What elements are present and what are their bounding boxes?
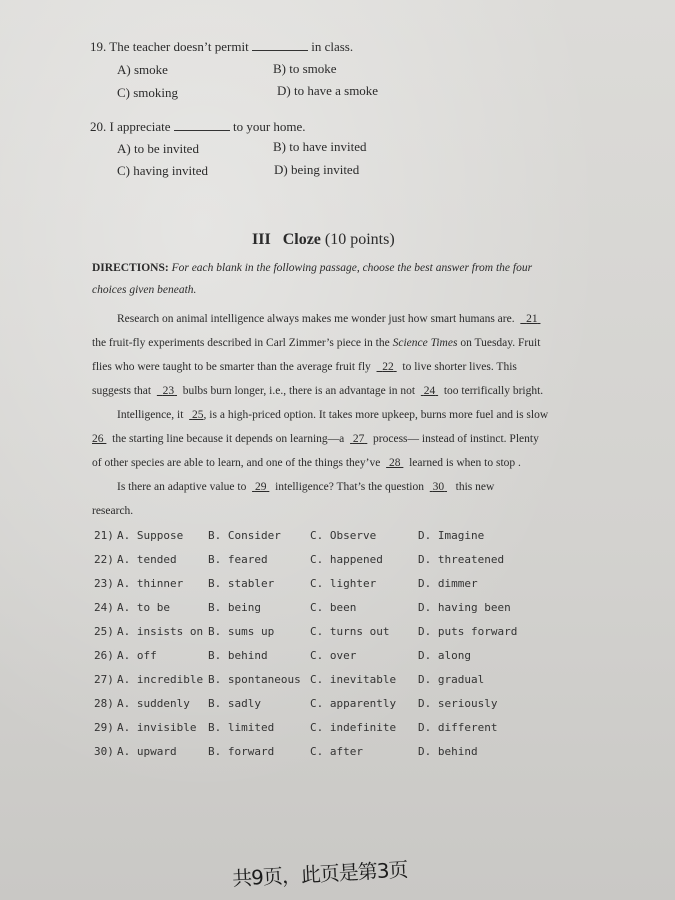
passage-text: on Tuesday. Fruit xyxy=(460,337,541,349)
option-choice: C. turns out xyxy=(310,625,390,638)
option-19d: D) to have a smoke xyxy=(277,83,379,98)
option-choice: B. feared xyxy=(208,553,268,566)
option-20c: C) having invited xyxy=(117,163,208,178)
blank-number: 28 xyxy=(388,457,401,469)
directions-cont xyxy=(92,284,196,296)
option-choice: A. suddenly xyxy=(117,697,190,710)
blank-25 xyxy=(189,409,203,421)
option-choice: D. behind xyxy=(418,745,478,758)
option-choice: C. Observe xyxy=(310,529,377,542)
option-number: 30) xyxy=(94,745,114,758)
question-19-stem: 19. The teacher doesn’t permit xyxy=(90,39,249,54)
blank-number: 25 xyxy=(192,409,204,421)
option-number: 28) xyxy=(94,697,114,710)
option-choice: A. invisible xyxy=(117,721,197,734)
option-choice: B. stabler xyxy=(208,577,275,590)
section-points: (10 points) xyxy=(324,231,395,248)
directions xyxy=(92,262,532,274)
passage-text: process— instead of instinct. Plenty xyxy=(373,433,539,445)
option-number: 22) xyxy=(94,553,114,566)
option-19c: C) smoking xyxy=(117,85,179,100)
blank-27 xyxy=(350,433,367,445)
passage-text: the fruit-fly experiments described in Carl Zimmer’s piece in the xyxy=(92,337,390,349)
passage-text: the starting line because it depends on learning—a xyxy=(112,433,345,445)
option-number: 23) xyxy=(94,577,114,590)
blank-30 xyxy=(430,481,447,493)
question-19-stem-end: in class. xyxy=(311,39,354,54)
blank-21 xyxy=(520,313,540,325)
passage-line xyxy=(92,337,540,349)
option-choice: D. along xyxy=(418,649,471,662)
option-number: 27) xyxy=(94,673,114,686)
option-choice: C. apparently xyxy=(310,697,397,710)
option-choice: C. over xyxy=(310,649,357,662)
passage-line xyxy=(92,361,517,373)
question-19 xyxy=(90,38,353,55)
section-number: III xyxy=(252,231,271,248)
answer-blank xyxy=(252,38,308,51)
passage-text: too terrifically bright. xyxy=(443,385,544,397)
blank-number: 21 xyxy=(526,313,538,325)
option-number: 25) xyxy=(94,625,114,638)
option-choice: B. forward xyxy=(208,745,275,758)
option-choice: A. insists on xyxy=(117,625,204,638)
blank-number: 24 xyxy=(423,385,436,397)
answer-blank xyxy=(174,118,230,131)
option-19b: B) to smoke xyxy=(273,61,337,76)
passage-line xyxy=(92,505,133,517)
section-title xyxy=(252,231,395,249)
option-choice: B. sadly xyxy=(208,697,261,710)
passage-text: learned is when to stop . xyxy=(409,457,521,469)
passage-text: bulbs burn longer, i.e., there is an advantage in not xyxy=(182,385,416,397)
blank-29 xyxy=(252,481,269,493)
blank-23 xyxy=(157,385,177,397)
question-20-stem: 20. I appreciate xyxy=(90,119,171,134)
blank-number: 23 xyxy=(162,385,175,397)
option-choice: C. happened xyxy=(310,553,383,566)
newspaper-name: Science Times xyxy=(392,337,458,349)
passage-text: to live shorter lives. This xyxy=(402,361,517,373)
blank-28 xyxy=(386,457,403,469)
passage-line xyxy=(117,481,494,493)
option-choice: B. being xyxy=(208,601,261,614)
option-choice: A. to be xyxy=(117,601,170,614)
blank-number: 27 xyxy=(352,433,365,445)
option-number: 26) xyxy=(94,649,114,662)
handwritten-note: 共9页，此页是第3页 xyxy=(231,857,409,891)
option-choice: C. inevitable xyxy=(310,673,397,686)
passage-line xyxy=(117,409,548,421)
option-choice: C. indefinite xyxy=(310,721,397,734)
blank-number: 30 xyxy=(432,481,445,493)
passage-text: flies who were taught to be smarter than the average fruit fly xyxy=(92,361,371,373)
option-choice: C. after xyxy=(310,745,363,758)
option-choice: D. seriously xyxy=(418,697,498,710)
passage-text: of other species are able to learn, and one of the things they’ve xyxy=(92,457,381,469)
passage-text: suggests that xyxy=(92,385,152,397)
option-choice: D. different xyxy=(418,721,498,734)
option-20b: B) to have invited xyxy=(273,139,367,154)
directions-text-2: choices given beneath. xyxy=(92,284,197,296)
passage-line xyxy=(92,457,521,469)
blank-24 xyxy=(421,385,438,397)
option-20a: A) to be invited xyxy=(117,141,199,156)
option-choice: A. tended xyxy=(117,553,177,566)
passage-text: intelligence? That’s the question xyxy=(275,481,425,493)
option-choice: C. been xyxy=(310,601,357,614)
option-number: 29) xyxy=(94,721,114,734)
option-choice: B. limited xyxy=(208,721,275,734)
blank-22 xyxy=(377,361,397,373)
option-choice: A. incredible xyxy=(117,673,204,686)
directions-text: For each blank in the following passage, choose the best answer from the four xyxy=(171,262,533,274)
option-choice: A. Suppose xyxy=(117,529,184,542)
question-20 xyxy=(90,118,306,135)
option-choice: D. threatened xyxy=(418,553,505,566)
option-choice: D. having been xyxy=(418,601,511,614)
option-choice: D. dimmer xyxy=(418,577,478,590)
section-name: Cloze xyxy=(282,231,321,248)
passage-line xyxy=(92,433,539,445)
option-choice: D. gradual xyxy=(418,673,485,686)
option-choice: B. sums up xyxy=(208,625,275,638)
passage-text: research. xyxy=(92,505,134,517)
passage-text: this new xyxy=(455,481,495,493)
option-choice: B. Consider xyxy=(208,529,281,542)
option-number: 24) xyxy=(94,601,114,614)
option-number: 21) xyxy=(94,529,114,542)
passage-text: Intelligence, it xyxy=(117,409,184,421)
blank-number: 26 xyxy=(92,433,104,445)
option-19a: A) smoke xyxy=(117,62,168,77)
option-choice: B. behind xyxy=(208,649,268,662)
passage-text: Research on animal intelligence always makes me wonder just how smart humans are. xyxy=(117,313,515,325)
blank-26 xyxy=(92,433,106,445)
passage-text: , is a high-priced option. It takes more upkeep, burns more fuel and is slow xyxy=(203,409,549,421)
passage-line xyxy=(92,385,543,397)
blank-number: 22 xyxy=(382,361,394,373)
option-choice: D. puts forward xyxy=(418,625,518,638)
option-20d: D) being invited xyxy=(274,162,360,177)
question-20-stem-end: to your home. xyxy=(232,119,306,134)
option-choice: A. upward xyxy=(117,745,177,758)
option-choice: C. lighter xyxy=(310,577,377,590)
option-choice: A. off xyxy=(117,649,157,662)
directions-label: DIRECTIONS: xyxy=(92,262,169,274)
blank-number: 29 xyxy=(254,481,267,493)
option-choice: B. spontaneous xyxy=(208,673,301,686)
passage-line xyxy=(117,313,540,325)
option-choice: A. thinner xyxy=(117,577,184,590)
option-choice: D. Imagine xyxy=(418,529,485,542)
passage-text: Is there an adaptive value to xyxy=(117,481,247,493)
